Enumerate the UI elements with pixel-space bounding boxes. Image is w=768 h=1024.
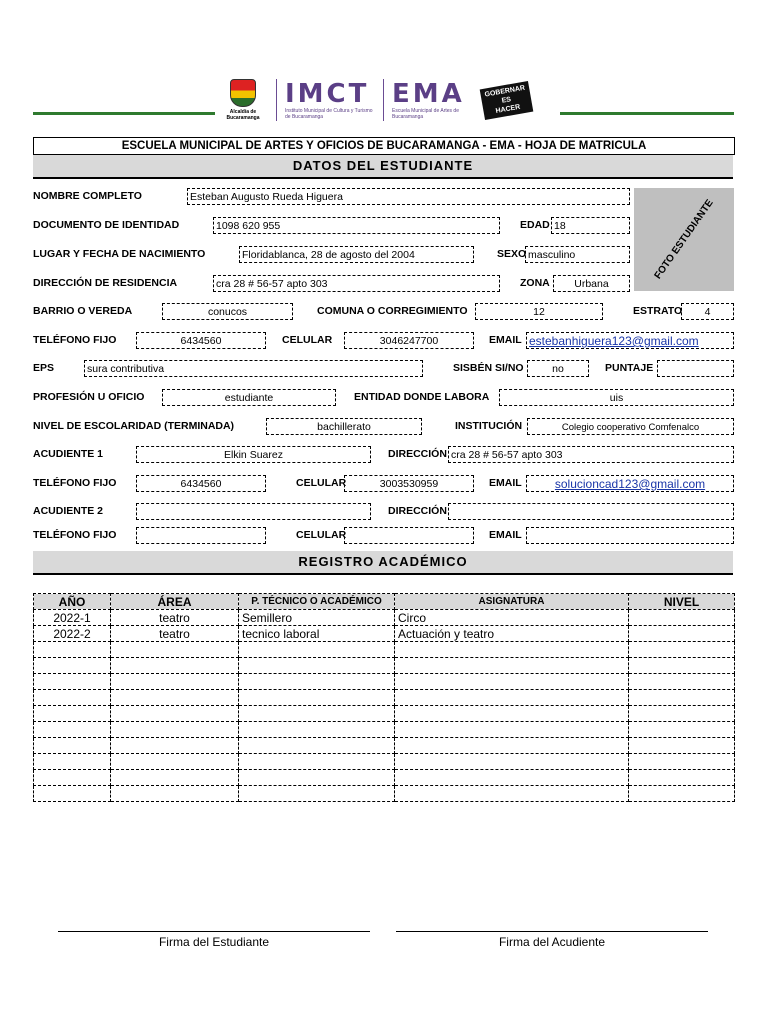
table-cell[interactable]: teatro (111, 626, 239, 642)
label-acudiente2-email: EMAIL (489, 529, 522, 541)
table-cell[interactable] (34, 706, 111, 722)
acudiente1-email-link[interactable]: solucioncad123@gmail.com (554, 477, 706, 491)
signature-line-acudiente (396, 931, 708, 932)
table-cell[interactable] (629, 626, 735, 642)
table-cell[interactable] (111, 770, 239, 786)
crest-icon (230, 79, 256, 107)
table-cell[interactable] (395, 690, 629, 706)
field-lugar-nacimiento[interactable]: Floridablanca, 28 de agosto del 2004 (239, 246, 474, 263)
col-tecnico: P. TÉCNICO O ACADÉMICO (239, 594, 395, 610)
label-acudiente1-email: EMAIL (489, 477, 522, 489)
table-row (34, 770, 735, 786)
label-acudiente1-telefono: TELÉFONO FIJO (33, 477, 117, 489)
table-row (34, 786, 735, 802)
table-cell[interactable] (111, 738, 239, 754)
table-cell[interactable] (34, 770, 111, 786)
section-datos-estudiante: DATOS DEL ESTUDIANTE (33, 155, 733, 179)
table-cell[interactable] (111, 674, 239, 690)
col-area: ÁREA (111, 594, 239, 610)
col-ano: AÑO (34, 594, 111, 610)
field-acudiente1-telefono[interactable]: 6434560 (136, 475, 266, 492)
table-cell[interactable] (239, 674, 395, 690)
label-sisben: SISBÉN SI/NO (453, 362, 524, 374)
label-direccion-residencia: DIRECCIÓN DE RESIDENCIA (33, 277, 178, 289)
field-nombre[interactable]: Esteban Augusto Rueda Higuera (187, 188, 630, 205)
table-cell[interactable] (111, 754, 239, 770)
table-cell[interactable] (111, 690, 239, 706)
ema-subtitle: Escuela Municipal de Artes de Bucaramanga (392, 108, 459, 120)
table-cell[interactable] (239, 690, 395, 706)
field-acudiente2-direccion[interactable] (448, 503, 734, 520)
field-profesion[interactable]: estudiante (162, 389, 336, 406)
gobernar-es-hacer-logo (480, 80, 533, 119)
table-cell[interactable] (34, 722, 111, 738)
signature-line-estudiante (58, 931, 370, 932)
table-cell[interactable] (395, 754, 629, 770)
col-nivel: NIVEL (629, 594, 735, 610)
table-row (34, 658, 735, 674)
table-cell[interactable] (629, 674, 735, 690)
table-cell[interactable] (34, 674, 111, 690)
field-acudiente2-email[interactable] (526, 527, 734, 544)
imct-logo (285, 80, 375, 120)
field-sisben[interactable]: no (527, 360, 589, 377)
table-header-row (34, 594, 735, 610)
table-row (34, 706, 735, 722)
gob-bottom: HACER (495, 103, 521, 115)
label-profesion: PROFESIÓN U OFICIO (33, 391, 145, 403)
header-rule-right (560, 112, 734, 115)
table-cell[interactable] (34, 754, 111, 770)
field-email[interactable] (526, 332, 734, 349)
table-cell[interactable] (111, 706, 239, 722)
ema-wordmark: EMA (392, 79, 465, 109)
imct-wordmark: IMCT (285, 79, 370, 109)
table-cell[interactable]: tecnico laboral (239, 626, 395, 642)
student-photo-placeholder[interactable] (634, 188, 734, 291)
field-estrato[interactable]: 4 (681, 303, 734, 320)
label-lugar-nacimiento: LUGAR Y FECHA DE NACIMIENTO (33, 248, 206, 260)
label-acudiente1-direccion: DIRECCIÓN (388, 448, 447, 460)
table-cell[interactable] (629, 738, 735, 754)
table-cell[interactable] (239, 642, 395, 658)
field-acudiente2-celular[interactable] (344, 527, 474, 544)
table-cell[interactable] (629, 658, 735, 674)
table-cell[interactable] (395, 770, 629, 786)
email-link[interactable]: estebanhiguera123@gmail.com (529, 334, 699, 348)
table-cell[interactable] (239, 738, 395, 754)
field-zona[interactable]: Urbana (553, 275, 630, 292)
label-eps: EPS (33, 362, 55, 374)
table-cell[interactable] (629, 770, 735, 786)
logo-divider (383, 79, 384, 121)
table-cell[interactable] (111, 642, 239, 658)
signature-label-estudiante: Firma del Estudiante (158, 935, 270, 949)
table-cell[interactable] (34, 658, 111, 674)
field-entidad[interactable]: uis (499, 389, 734, 406)
header-rule-left (33, 112, 215, 115)
table-row (34, 738, 735, 754)
document-title: ESCUELA MUNICIPAL DE ARTES Y OFICIOS DE BUCARAMANGA - EMA - HOJA DE MATRICULA (33, 137, 735, 155)
alcaldia-logo (218, 75, 268, 125)
table-cell[interactable]: teatro (111, 610, 239, 626)
ema-logo (392, 80, 472, 120)
label-email: EMAIL (489, 334, 522, 346)
label-institucion: INSTITUCIÓN (455, 420, 523, 432)
table-cell[interactable] (239, 706, 395, 722)
gob-top: GOBERNAR (484, 84, 526, 99)
table-cell[interactable] (111, 658, 239, 674)
label-acudiente1-celular: CELULAR (296, 477, 347, 489)
table-cell[interactable]: Actuación y teatro (395, 626, 629, 642)
table-cell[interactable] (629, 722, 735, 738)
field-acudiente2-telefono[interactable] (136, 527, 266, 544)
table-row (34, 642, 735, 658)
alcaldia-text: Alcaldía de Bucaramanga (226, 109, 260, 121)
table-cell[interactable] (629, 642, 735, 658)
label-entidad: ENTIDAD DONDE LABORA (354, 391, 490, 403)
label-acudiente1: ACUDIENTE 1 (33, 448, 104, 460)
field-barrio[interactable]: conucos (162, 303, 293, 320)
field-telefono[interactable]: 6434560 (136, 332, 266, 349)
label-comuna: COMUNA O CORREGIMIENTO (317, 305, 468, 317)
table-cell[interactable] (395, 674, 629, 690)
table-cell[interactable] (395, 786, 629, 802)
table-cell[interactable]: 2022-1 (34, 610, 111, 626)
table-row (34, 690, 735, 706)
field-acudiente1-nombre[interactable]: Elkin Suarez (136, 446, 371, 463)
table-cell[interactable] (395, 738, 629, 754)
academic-record-table (33, 593, 735, 802)
table-cell[interactable] (239, 786, 395, 802)
label-acudiente2-direccion: DIRECCIÓN (388, 505, 447, 517)
table-cell[interactable] (629, 786, 735, 802)
table-cell[interactable] (395, 658, 629, 674)
field-celular[interactable]: 3046247700 (344, 332, 474, 349)
field-eps[interactable]: sura contributiva (84, 360, 423, 377)
field-documento[interactable]: 1098 620 955 (213, 217, 500, 234)
label-sexo: SEXO (497, 248, 527, 260)
table-cell[interactable]: 2022-2 (34, 626, 111, 642)
header-logos (218, 75, 558, 125)
label-nivel-escolaridad: NIVEL DE ESCOLARIDAD (TERMINADA) (33, 420, 235, 432)
field-nivel-escolaridad[interactable]: bachillerato (266, 418, 422, 435)
label-puntaje: PUNTAJE (605, 362, 654, 374)
label-nombre: NOMBRE COMPLETO (33, 190, 142, 202)
imct-subtitle: Instituto Municipal de Cultura y Turismo de Bucaramanga (285, 108, 373, 120)
table-cell[interactable] (395, 642, 629, 658)
label-celular: CELULAR (282, 334, 333, 346)
field-acudiente2-nombre[interactable] (136, 503, 371, 520)
field-puntaje[interactable] (657, 360, 734, 377)
table-cell[interactable] (395, 722, 629, 738)
field-edad[interactable]: 18 (551, 217, 630, 234)
table-cell[interactable] (111, 722, 239, 738)
table-cell[interactable]: Circo (395, 610, 629, 626)
label-acudiente2: ACUDIENTE 2 (33, 505, 104, 517)
table-cell[interactable] (34, 786, 111, 802)
field-acudiente1-celular[interactable]: 3003530959 (344, 475, 474, 492)
table-row (34, 754, 735, 770)
table-cell[interactable] (111, 786, 239, 802)
section-registro-academico: REGISTRO ACADÉMICO (33, 551, 733, 575)
field-direccion-residencia[interactable]: cra 28 # 56-57 apto 303 (213, 275, 500, 292)
photo-label: FOTO ESTUDIANTE (652, 197, 716, 282)
label-zona: ZONA (520, 277, 550, 289)
table-row (34, 610, 735, 626)
field-acudiente1-direccion[interactable]: cra 28 # 56-57 apto 303 (448, 446, 734, 463)
label-edad: EDAD (520, 219, 550, 231)
signature-label-acudiente: Firma del Acudiente (498, 935, 606, 949)
label-documento: DOCUMENTO DE IDENTIDAD (33, 219, 180, 231)
table-row (34, 722, 735, 738)
table-cell[interactable] (629, 610, 735, 626)
table-cell[interactable]: Semillero (239, 610, 395, 626)
field-comuna[interactable]: 12 (475, 303, 603, 320)
table-cell[interactable] (239, 754, 395, 770)
table-cell[interactable] (629, 706, 735, 722)
table-cell[interactable] (34, 642, 111, 658)
table-cell[interactable] (239, 770, 395, 786)
table-cell[interactable] (239, 658, 395, 674)
col-asignatura: ASIGNATURA (395, 594, 629, 610)
field-sexo[interactable]: masculino (525, 246, 630, 263)
table-cell[interactable] (239, 722, 395, 738)
table-cell[interactable] (629, 690, 735, 706)
table-row (34, 626, 735, 642)
field-acudiente1-email[interactable] (526, 475, 734, 492)
label-acudiente2-telefono: TELÉFONO FIJO (33, 529, 117, 541)
label-acudiente2-celular: CELULAR (296, 529, 347, 541)
logo-divider (276, 79, 277, 121)
table-cell[interactable] (395, 706, 629, 722)
table-cell[interactable] (629, 754, 735, 770)
field-institucion[interactable]: Colegio cooperativo Comfenalco (527, 418, 734, 435)
table-row (34, 674, 735, 690)
label-barrio: BARRIO O VEREDA (33, 305, 133, 317)
label-telefono: TELÉFONO FIJO (33, 334, 117, 346)
label-estrato: ESTRATO (633, 305, 683, 317)
table-cell[interactable] (34, 738, 111, 754)
table-cell[interactable] (34, 690, 111, 706)
gob-mid: ES (501, 95, 512, 105)
